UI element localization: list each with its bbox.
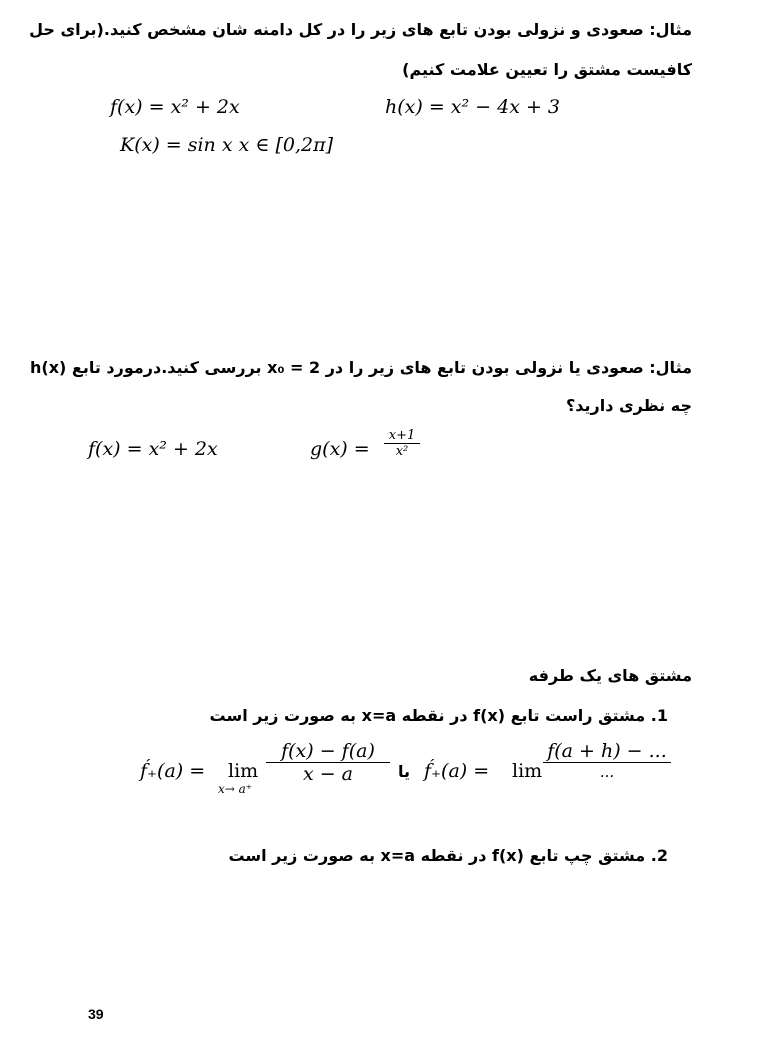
example1-f-formula: f(x) = x² + 2x	[110, 96, 240, 118]
one-sided-heading: مشتق های یک طرفه	[528, 666, 692, 685]
one-sided-item1: 1. مشتق راست تابع f(x) در نقطه x=a به صورت زیر است	[209, 706, 668, 725]
example1-k-formula: K(x) = sin x x ∈ [0,2π]	[120, 134, 333, 156]
or-word: یا	[398, 762, 411, 781]
example2-line1: مثال: صعودی یا نزولی بودن تابع های زیر را در x₀ = 2 بررسی کنید.درمورد تابع h(x)	[29, 358, 692, 377]
example2-g-numerator: x+1	[388, 428, 416, 443]
example2-g-lhs: g(x) =	[310, 438, 370, 460]
page-number: 39	[88, 1006, 104, 1022]
example1-line2: کافیست مشتق را تعیین علامت کنیم)	[402, 60, 692, 79]
example2-g-denominator: x²	[395, 444, 409, 459]
difference-quotient-2-denominator: ...	[599, 763, 615, 781]
formula-right-derivative-lhs-2: f́₊(a) =	[424, 760, 490, 782]
example1-h-formula: h(x) = x² − 4x + 3	[385, 96, 560, 118]
limit-1: lim	[228, 760, 259, 782]
example2-line2: چه نظری دارید؟	[565, 396, 692, 415]
difference-quotient-2-numerator: f(a + h) − ...	[547, 740, 667, 762]
example2-g-fraction	[384, 428, 420, 459]
difference-quotient-1-denominator: x − a	[302, 763, 354, 785]
difference-quotient-1-numerator: f(x) − f(a)	[281, 740, 375, 762]
formula-right-derivative-lhs: f́₊(a) =	[140, 760, 206, 782]
one-sided-item2: 2. مشتق چپ تابع f(x) در نقطه x=a به صورت زیر است	[228, 846, 668, 865]
example1-line1: مثال: صعودی و نزولی بودن تابع های زیر را در کل دامنه شان مشخص کنید.(برای حل	[29, 20, 692, 39]
difference-quotient-1	[266, 740, 390, 785]
difference-quotient-2	[543, 740, 671, 781]
example2-f-formula: f(x) = x² + 2x	[88, 438, 218, 460]
limit-2: lim	[512, 760, 543, 782]
limit-1-subscript: x→ a⁺	[218, 782, 253, 796]
